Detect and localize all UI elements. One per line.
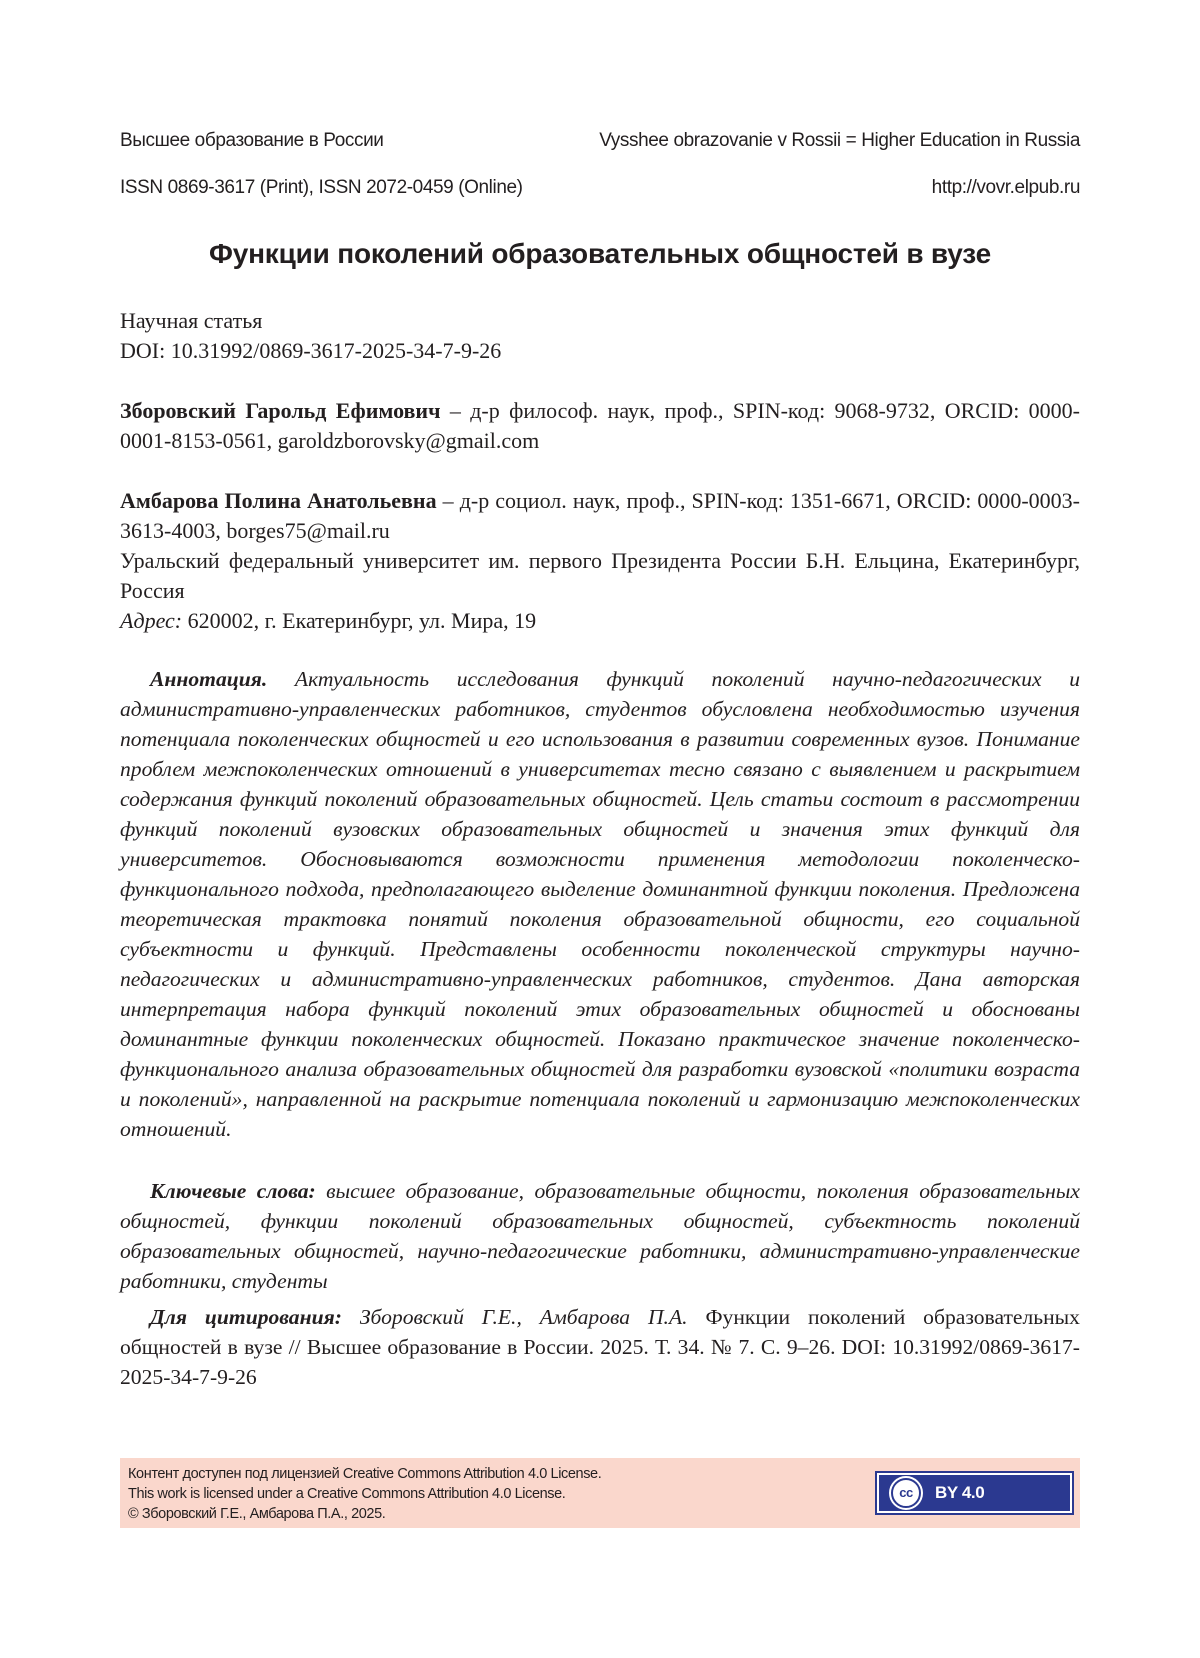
article-title: Функции поколений образовательных общностей в вузе bbox=[209, 238, 991, 269]
author-name: Зборовский Гарольд Ефимович bbox=[120, 398, 441, 423]
keywords-label: Ключевые слова: bbox=[150, 1179, 316, 1203]
issn-header bbox=[120, 177, 1080, 199]
article-doi[interactable]: DOI: 10.31992/0869-3617-2025-34-7-9-26 bbox=[120, 338, 502, 363]
citation-authors: Зборовский Г.Е., Амбарова П.А. bbox=[341, 1305, 688, 1329]
keywords bbox=[120, 1176, 1080, 1296]
copyright-line: © Зборовский Г.Е., Амбарова П.А., 2025. bbox=[128, 1506, 386, 1522]
citation bbox=[120, 1302, 1080, 1392]
cc-by-badge[interactable] bbox=[877, 1473, 1072, 1513]
article-type: Научная статья bbox=[120, 308, 263, 333]
keywords-text: высшее образование, образовательные общности, поколения образовательных общностей, функции поколений образовательных общностей, субъектность поколений образовательных общностей, научно-педагогические работники, административно-управленческие работники, студенты bbox=[120, 1179, 1080, 1293]
author-name: Амбарова Полина Анатольевна bbox=[120, 488, 437, 513]
cc-logo-icon: cc bbox=[891, 1478, 921, 1508]
cc-badge-label: BY 4.0 bbox=[935, 1483, 985, 1502]
abstract bbox=[120, 664, 1080, 1144]
abstract-text: Актуальность исследования функций поколений научно-педагогических и административно-управленческих работников, студентов обусловлена необходимостью изучения потенциала поколенческих общностей и его использования в развитии современных вузов. Понимание проблем межпоколенческих отношений в университетах тесно связано с выявлением и раскрытием содержания функций поколений образовательных общностей. Цель статьи состоит в рассмотрении функций поколений вузовских образовательных общностей и значения этих функций для университетов. Обосновываются возможности применения методологии поколенческо-функционального подхода, предполагающего выделение доминантной функции поколения. Предложена теоретическая трактовка понятий поколения образовательной общности, его социальной субъектности и функций. Представлены особенности поколенческой структуры научно-педагогических и административно-управленческих работников, студентов. Дана авторская интерпретация набора функций поколений этих образовательных общностей и обоснованы доминантные функции поколенческих общностей. Показано практическое значение поколенческо-функционального анализа образовательных общностей для разработки вузовской «политики возраста и поколений», направленной на раскрытие потенциала поколений и гармонизацию межпоколенческих отношений. bbox=[120, 667, 1080, 1141]
license-line-en: This work is licensed under a Creative Commons Attribution 4.0 License. bbox=[128, 1486, 566, 1502]
author-entry bbox=[120, 486, 1080, 636]
license-box bbox=[120, 1458, 1080, 1528]
citation-text: Функции поколений образовательных общностей в вузе // Высшее образование в России. 2025. Т. 34. № 7. С. 9–26. DOI: 10.31992/0869-3617-2025-34-7-9-26 bbox=[120, 1305, 1080, 1389]
abstract-label: Аннотация. bbox=[150, 667, 268, 691]
license-line-ru: Контент доступен под лицензией Creative Commons Attribution 4.0 License. bbox=[128, 1466, 602, 1482]
journal-url[interactable]: http://vovr.elpub.ru bbox=[931, 177, 1080, 198]
author-details: – д-р социол. наук, проф., SPIN-код: 1351-6671, ORCID: 0000-0003-3613-4003, borges75@mail.ru bbox=[120, 488, 1081, 543]
journal-title-ru: Высшее образование в России bbox=[120, 130, 384, 151]
author-details: – д-р философ. наук, проф., SPIN-код: 9068-9732, ORCID: 0000-0001-8153-0561, garoldzborovsky@gmail.com bbox=[120, 398, 1080, 453]
citation-label: Для цитирования: bbox=[150, 1305, 342, 1329]
affiliation: Уральский федеральный университет им. первого Президента России Б.Н. Ельцина, Екатеринбург, Россия bbox=[120, 548, 1080, 603]
article-meta bbox=[120, 306, 1080, 366]
issn: ISSN 0869-3617 (Print), ISSN 2072-0459 (Online) bbox=[120, 177, 523, 198]
journal-title-en: Vysshee obrazovanie v Rossii = Higher Education in Russia bbox=[599, 130, 1080, 151]
running-header bbox=[120, 130, 1080, 152]
address bbox=[120, 606, 1080, 636]
address-label: Адрес: bbox=[120, 608, 183, 633]
author-entry bbox=[120, 396, 1080, 456]
address-text: 620002, г. Екатеринбург, ул. Мира, 19 bbox=[182, 608, 537, 633]
